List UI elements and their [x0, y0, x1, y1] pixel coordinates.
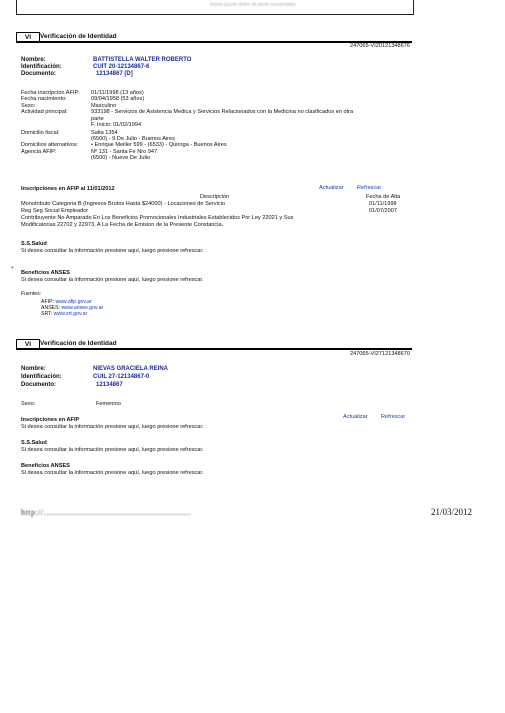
anses-title: Beneficios ANSES	[21, 270, 70, 276]
row-label: Fecha inscripción AFIP:	[21, 90, 80, 96]
actividad-label: Actividad principal:	[21, 109, 68, 116]
section-identity-2	[16, 339, 412, 349]
nombre-value: NIEVAS GRACIELA REINA	[93, 366, 169, 372]
inscripciones-text[interactable]: Si desea consultar la información presione aquí, luego presione refrescar.	[21, 424, 204, 430]
fuente-name: AFIP:	[41, 299, 54, 305]
salud-text[interactable]: Si desea consultar la información presione aquí, luego presione refrescar.	[21, 447, 204, 453]
nombre-label: Nombre:	[21, 366, 46, 372]
fuente-link[interactable]: www.anses.gov.ar	[61, 304, 104, 311]
sexo-value: Femenino	[96, 401, 121, 407]
footer-url: http://...........................................................	[21, 508, 192, 517]
identificacion-label: Identificación:	[21, 64, 62, 70]
section-badge: VI	[16, 339, 40, 350]
salud-title: S.S.Salud	[21, 440, 47, 446]
nombre-value: BATTISTELLA WALTER ROBERTO	[93, 57, 192, 63]
refrescar-link[interactable]: Refrescar	[381, 414, 406, 420]
documento-label: Documento:	[21, 71, 56, 77]
domicilio-fiscal-line: (6500) - 9 De Julio - Buenos Aires	[91, 135, 175, 142]
agencia-label: Agencia AFIP:	[21, 148, 57, 155]
anses-text[interactable]: Si desea consultar la información presione aquí, luego presione refrescar.	[21, 277, 204, 283]
fuente-link[interactable]: www.srt.gov.ar	[53, 310, 88, 317]
inscripcion-row-desc: Monotributo Categoria B (Ingresos Brutos Hasta $24000) - Locaciones de Servicio	[21, 201, 225, 207]
anses-title: Beneficios ANSES	[21, 463, 70, 469]
row-label: Fecha nacimiento:	[21, 96, 67, 103]
footer-date: 21/03/2012	[431, 507, 473, 517]
inscripcion-row-fecha: 01/07/2007	[369, 208, 397, 214]
fuente-name: SRT:	[41, 310, 53, 317]
row-label: Sexo:	[21, 102, 36, 109]
reference-id: 247065-VI20121348676	[349, 43, 410, 49]
section-title: Verificación de Identidad	[40, 340, 117, 347]
salud-text[interactable]: Si desea consultar la información presione aquí, luego presione refrescar.	[21, 248, 204, 254]
nombre-label: Nombre:	[21, 57, 46, 63]
identificacion-value: CUIL 27-12134867-0	[93, 374, 150, 380]
contribuyente-line: Contribuyente No Amparado En Los Beneficios Promocionales Industriales Establecidos Por Ley 22021 y Sus	[21, 215, 294, 221]
red-mark: *	[11, 266, 14, 273]
row-value: Masculino	[91, 102, 117, 109]
fuentes-label: Fuentes:	[21, 291, 42, 297]
salud-title: S.S.Salud	[21, 241, 47, 247]
actividad-line: parte	[91, 115, 104, 122]
inscripcion-row-fecha: 01/11/1998	[369, 201, 397, 207]
actualizar-link[interactable]: Actualizar	[319, 185, 344, 191]
inscripcion-row-desc: Reg Seg Social Empleador	[21, 208, 89, 214]
reference-id: 247065-VI27121348670	[349, 351, 410, 357]
actualizar-link[interactable]: Actualizar	[343, 414, 368, 420]
agencia-line: Nº 131 - Santa Fe Nro 947	[91, 148, 158, 155]
header-blur-text: lorem ipsum dolor sit amet consectetur	[210, 2, 296, 8]
domicilios-alt-value: • Enrique Meiller 599 - (6533) - Quiroga - Buenos Aires	[91, 142, 227, 149]
section-badge: VI	[16, 32, 40, 43]
inscripciones-title: Inscripciones en AFIP	[21, 417, 80, 423]
section-identity-1	[16, 32, 412, 42]
refrescar-link[interactable]: Refrescar	[357, 185, 382, 191]
section-rule	[16, 348, 412, 350]
sexo-label: Sexo:	[21, 401, 36, 407]
row-value: 01/11/1998 (13 años)	[91, 90, 144, 96]
agencia-line: (6500) - Nueve De Julio	[91, 155, 151, 162]
actividad-inicio: F. Inicio: 01/02/1994	[91, 122, 142, 129]
domicilio-fiscal-line: Salta 1354	[91, 129, 118, 136]
inscripciones-title: Inscripciones en AFIP al 11/01/2012	[21, 186, 115, 192]
fuente-link[interactable]: www.afip.gov.ar	[55, 299, 92, 305]
fuentes-list	[41, 300, 103, 318]
domicilios-alt-label: Domicilios alternativos:	[21, 142, 79, 149]
actividad-line: 933198 - Servicios de Asistencia Medica y Servicios Relacionados con la Medicina no clasificados en otra	[91, 109, 354, 116]
documento-label: Documento:	[21, 382, 56, 388]
domicilio-fiscal-label: Domicilio fiscal:	[21, 129, 60, 136]
fuente-name: ANSES:	[41, 304, 61, 311]
info-rows	[21, 90, 411, 162]
column-descripcion: Descripción	[200, 194, 230, 200]
anses-text[interactable]: Si desea consultar la información presione aquí, luego presione refrescar.	[21, 470, 204, 476]
contribuyente-line: Modificatorias 22702 y 22973, A La Fecha de Emision de la Presente Constancia.	[21, 222, 224, 228]
documento-value: 12134867 [D]	[96, 71, 133, 77]
documento-value: 12134867	[96, 382, 123, 388]
row-value: 09/04/1958 (53 años)	[91, 96, 145, 103]
identificacion-label: Identificación:	[21, 374, 62, 380]
column-fecha-alta: Fecha de Alta	[366, 194, 401, 200]
identificacion-value: CUIT 20-12134867-6	[93, 64, 150, 70]
section-title: Verificación de Identidad	[40, 33, 117, 40]
